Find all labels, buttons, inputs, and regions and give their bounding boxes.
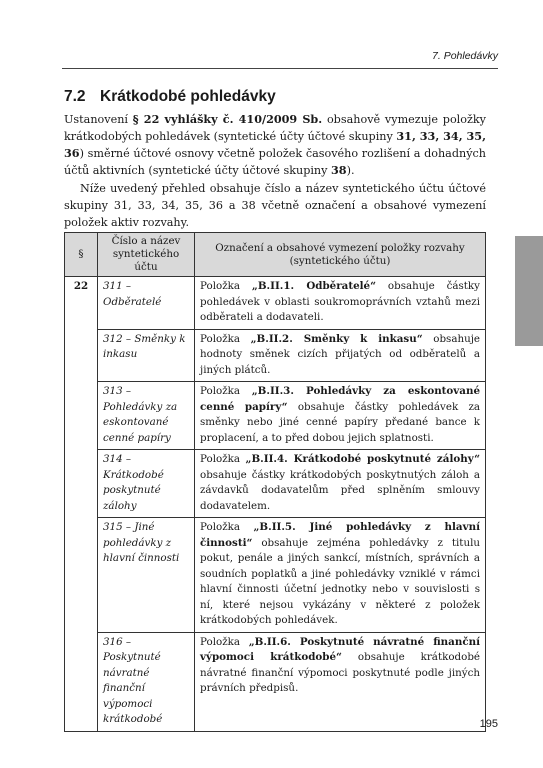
desc-text: Položka: [200, 521, 254, 533]
account-cell: 312 – Směnky k inkasu: [98, 329, 195, 382]
chapter-thumb-tab: [515, 236, 543, 346]
description-cell: [195, 329, 486, 382]
section-number: 7.2: [64, 88, 86, 105]
desc-item-label: „B.II.3. Pohledávky za eskontované cenné papíry“: [200, 385, 480, 413]
desc-text: obsahuje částky pohledávek v oblasti soukromoprávních vztahů mezi odběrateli a dodavateli.: [200, 280, 480, 323]
table-row: [65, 329, 486, 382]
desc-text: Položka: [200, 280, 252, 292]
intro-text-0: Ustanovení: [64, 113, 133, 126]
table-row: [65, 518, 486, 633]
description-cell: [195, 382, 486, 450]
intro-text-3: 31, 33, 34, 35, 36: [64, 129, 486, 160]
description-cell: [195, 632, 486, 731]
running-head: 7. Pohledávky: [432, 50, 498, 62]
desc-item-label: „B.II.1. Odběratelé“: [251, 280, 377, 292]
description-cell: [195, 277, 486, 330]
desc-item-label: „B.II.6. Poskytnuté návratné finanční výpomoci krátkodobé“: [200, 635, 480, 663]
desc-text: obsahuje částky pohledávek za směnky nebo jiné cenné papíry předané bance k proplacení, a to před dobou jejich splatnosti.: [200, 400, 481, 444]
desc-text: Položka: [200, 385, 252, 397]
intro-text-5: 38: [331, 163, 347, 177]
table-row: [65, 382, 486, 450]
desc-text: Položka: [200, 453, 246, 465]
desc-item-label: „B.II.5. Jiné pohledávky z hlavní činnosti“: [200, 521, 480, 549]
table-row: [65, 632, 486, 731]
intro-text-2: obsahově vymezuje položky krátkodobých pohledávek (syntetické účty účtové skupiny: [64, 113, 486, 143]
intro-text-1: § 22 vyhlášky č. 410/2009 Sb.: [132, 112, 323, 126]
column-header-description: Označení a obsahové vymezení položky rozvahy (syntetického účtu): [195, 233, 486, 277]
desc-text: Položka: [200, 635, 249, 648]
description-cell: [195, 450, 486, 518]
description-cell: [195, 518, 486, 633]
intro-paragraph: [64, 111, 486, 179]
account-cell: 316 – Poskytnuté návratné finanční výpomoci krátkodobé: [98, 632, 195, 731]
desc-text: obsahuje zejména pohledávky z titulu pokut, penále a jiných sankcí, místních, správních a soudních poplatků a jiné pohledávky vzniklé v rámci hlavní činnosti účetní jednotky nebo v souvislosti s ní, které nejsou vykázány v některé z položek krátkodobých pohledávek.: [200, 536, 480, 626]
section-number-cell: 22: [65, 277, 98, 732]
header-rule: [62, 68, 498, 69]
intro-text-6: ).: [346, 164, 355, 177]
overview-paragraph: Níže uvedený přehled obsahuje číslo a název syntetického účtu účtové skupiny 31, 33, 34, 35, 36 a 38 včetně označení a obsahové vymezení položek aktiv rozvahy.: [64, 182, 486, 229]
intro-text-4: ) směrné účtové osnovy včetně položek časového rozlišení a dohadných účtů aktivních (syntetické účty účtové skupiny: [64, 147, 486, 177]
table-row: [65, 450, 486, 518]
section-title: Krátkodobé pohledávky: [100, 88, 276, 105]
desc-item-label: „B.II.2. Směnky k inkasu“: [250, 332, 423, 345]
account-cell: 315 – Jiné pohledávky z hlavní činnosti: [98, 518, 195, 633]
balance-items-table: [64, 232, 486, 732]
table-header-row: [65, 233, 486, 277]
account-cell: 314 – Krátkodobé poskytnuté zálohy: [98, 450, 195, 518]
page-number: 195: [479, 718, 498, 730]
account-cell: 311 – Odběratelé: [98, 277, 195, 330]
desc-text: Položka: [200, 332, 251, 345]
desc-text: obsahuje hodnoty směnek cizích přijatých od odběratelů a jiných plátců.: [200, 332, 481, 376]
table-row: [65, 277, 486, 330]
desc-item-label: „B.II.4. Krátkodobé poskytnuté zálohy“: [245, 453, 480, 465]
column-header-account: Číslo a název syntetického účtu: [98, 233, 195, 277]
desc-text: obsahuje částky krátkodobých poskytnutých záloh a závdavků dodavatelům před splněním smlouvy dodavatelem.: [200, 468, 480, 512]
desc-text: obsahuje krátkodobé návratné finanční výpomoci poskytnuté podle jiných právních předpisů.: [200, 651, 481, 694]
account-cell: 313 – Pohledávky za eskontované cenné papíry: [98, 382, 195, 450]
column-header-section: §: [65, 233, 98, 277]
section-heading: [64, 88, 276, 106]
